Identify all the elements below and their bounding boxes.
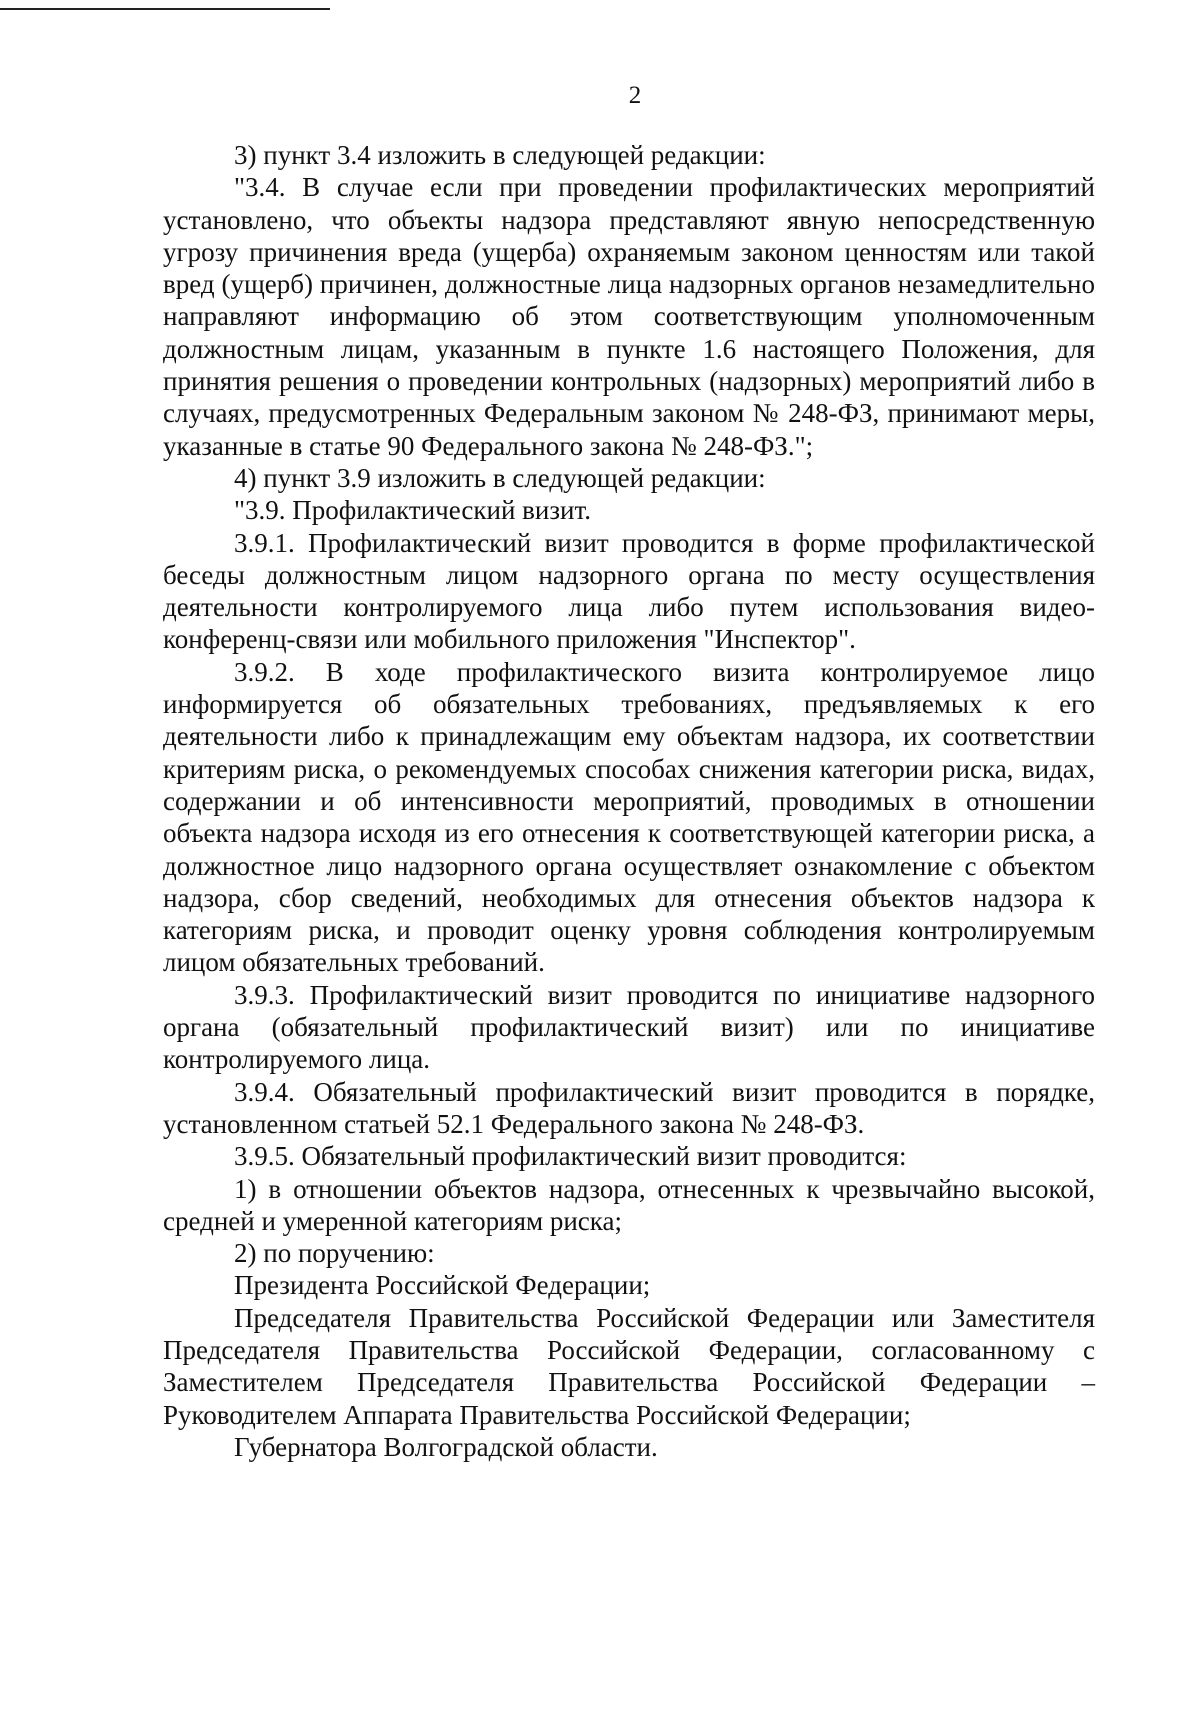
- paragraph-chairman: Председателя Правительства Российской Федерации или Заместителя Председателя Правительства Российской Федерации, согласованному с Заместителем Председателя Правительства Российской Федерации – Руководителем Аппарата Правительства Российской Федерации;: [163, 1302, 1095, 1430]
- paragraph-clause-3-9-2: 3.9.2. В ходе профилактического визита контролируемое лицо информируется об обязательных требованиях, предъявляемых к его деятельности либо к принадлежащим ему объектам надзора, их соответствии критериям риска, о рекомендуемых способах снижения категории риска, видах, содержании и об интенсивности мероприятий, проводимых в отношении объекта надзора исходя из его отнесения к соответствующей категории риска, а должностное лицо надзорного органа осуществляет ознакомление с объектом надзора, сбор сведений, необходимых для отнесения объектов надзора к категориям риска, и проводит оценку уровня соблюдения контролируемым лицом обязательных требований.: [163, 656, 1095, 978]
- paragraph-clause-3-9-1: 3.9.1. Профилактический визит проводится в форме профилактической беседы должностным лицом надзорного органа по месту осуществления деятельности контролируемого лица либо путем использования видео-конференц-связи или мобильного приложения "Инспектор".: [163, 527, 1095, 655]
- paragraph-clause-3-9-4: 3.9.4. Обязательный профилактический визит проводится в порядке, установленном статьей 52.1 Федерального закона № 248-ФЗ.: [163, 1076, 1095, 1139]
- paragraph-item-4: 4) пункт 3.9 изложить в следующей редакции:: [234, 462, 766, 493]
- paragraph-president: Президента Российской Федерации;: [234, 1270, 651, 1301]
- paragraph-clause-3-9-heading: "3.9. Профилактический визит.: [234, 495, 591, 526]
- paragraph-clause-3-9-5: 3.9.5. Обязательный профилактический визит проводится:: [234, 1141, 907, 1172]
- paragraph-subitem-2: 2) по поручению:: [234, 1238, 435, 1269]
- page-number: 2: [628, 82, 642, 109]
- paragraph-subitem-1: 1) в отношении объектов надзора, отнесенных к чрезвычайно высокой, средней и умеренной категориям риска;: [163, 1173, 1095, 1236]
- paragraph-governor: Губернатора Волгоградской области.: [234, 1431, 658, 1462]
- document-body: [163, 139, 1095, 1463]
- paragraph-item-3: 3) пункт 3.4 изложить в следующей редакции:: [234, 140, 766, 170]
- paragraph-clause-3-4: "3.4. В случае если при проведении профилактических мероприятий установлено, что объекты надзора представляют явную непосредственную угрозу причинения вреда (ущерба) охраняемым законом ценностям или такой вред (ущерб) причинен, должностные лица надзорных органов незамедлительно направляют информацию об этом соответствующим уполномоченным должностным лицам, указанным в пункте 1.6 настоящего Положения, для принятия решения о проведении контрольных (надзорных) мероприятий либо в случаях, предусмотренных Федеральным законом № 248-ФЗ, принимают меры, указанные в статье 90 Федерального закона № 248-ФЗ.";: [163, 172, 1095, 461]
- paragraph-clause-3-9-3: 3.9.3. Профилактический визит проводится по инициативе надзорного органа (обязательный профилактический визит) или по инициативе контролируемого лица.: [163, 979, 1095, 1075]
- scan-edge-line: [0, 8, 330, 10]
